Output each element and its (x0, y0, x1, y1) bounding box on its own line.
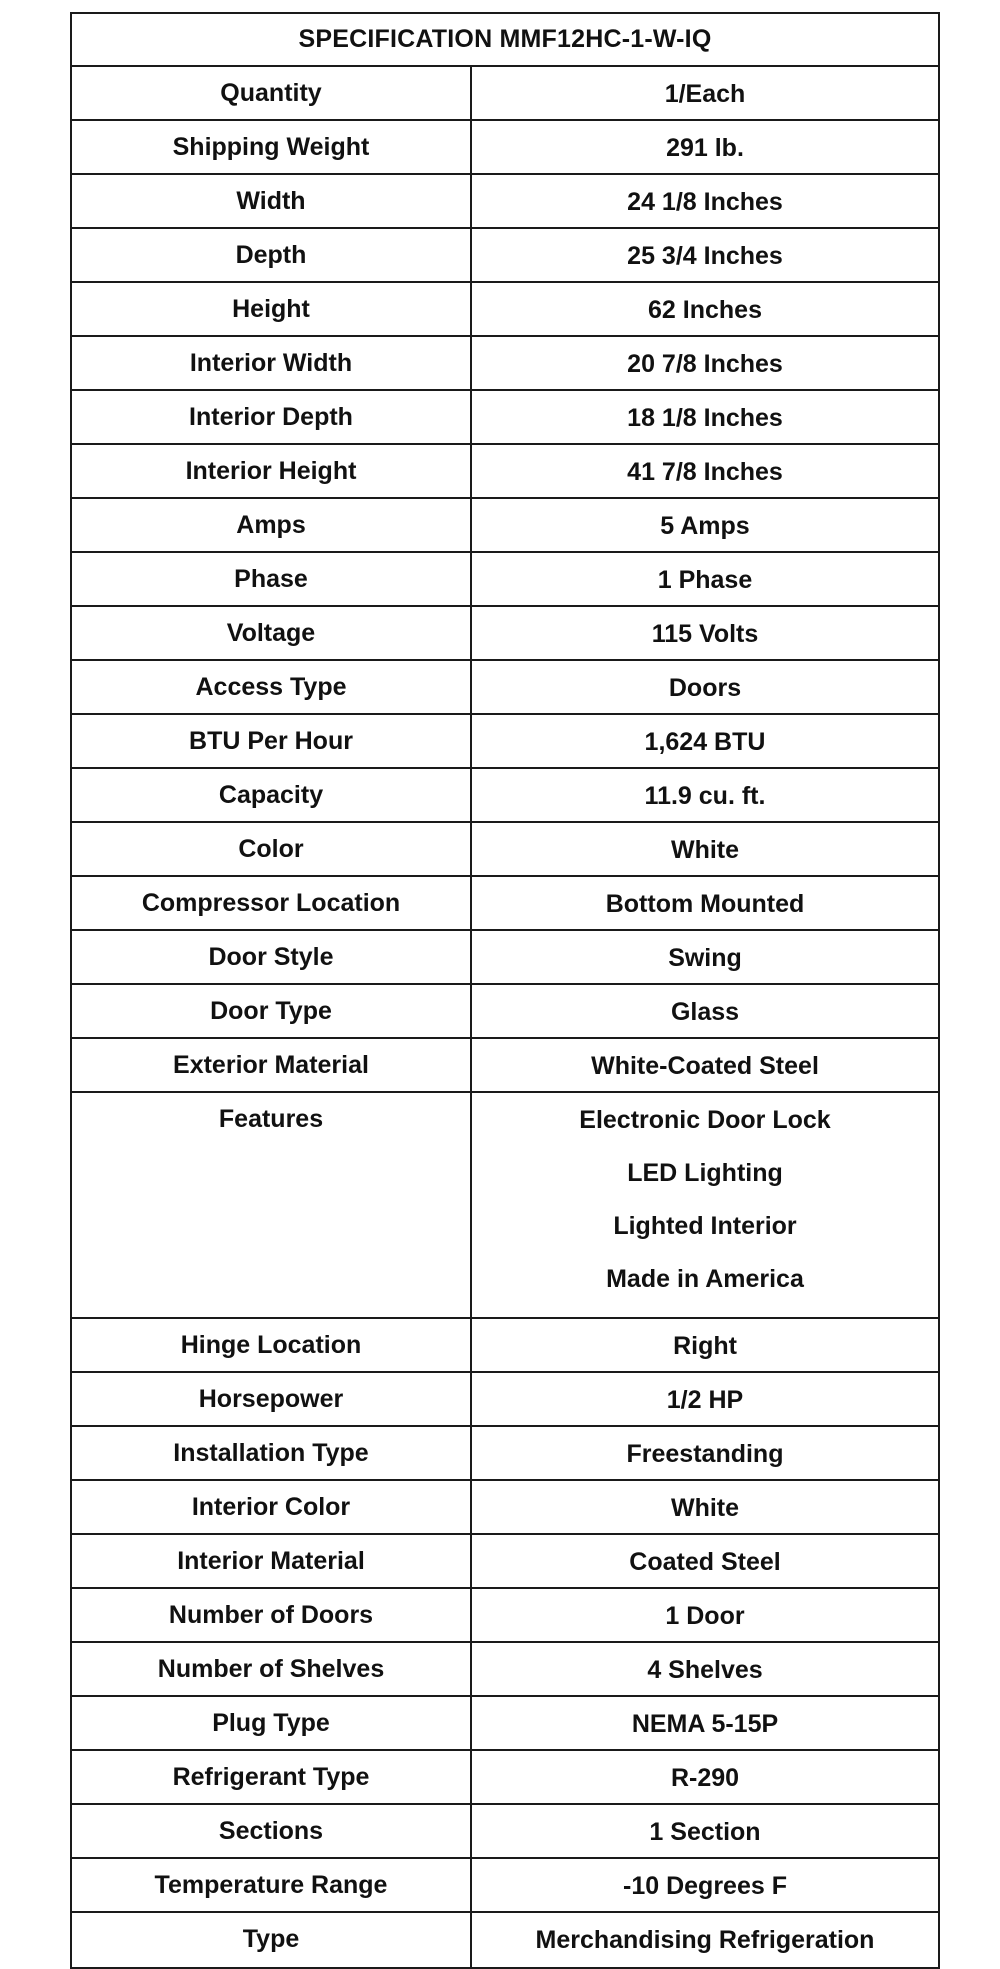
spec-value-line: 24 1/8 Inches (627, 188, 783, 216)
spec-label: Access Type (72, 661, 472, 713)
spec-value-line: 20 7/8 Inches (627, 350, 783, 378)
spec-value-line: Bottom Mounted (605, 890, 805, 918)
spec-value-line: 11.9 cu. ft. (644, 782, 766, 810)
table-row (72, 391, 938, 445)
spec-label: Interior Width (72, 337, 472, 389)
table-row (72, 283, 938, 337)
spec-value-line: White (670, 836, 740, 864)
spec-value (472, 607, 938, 659)
spec-value (472, 769, 938, 821)
spec-value (472, 1039, 938, 1091)
spec-value (472, 985, 938, 1037)
spec-value (472, 553, 938, 605)
spec-value (472, 445, 938, 497)
spec-value (472, 337, 938, 389)
table-row (72, 607, 938, 661)
spec-value-line: Merchandising Refrigeration (535, 1926, 875, 1954)
spec-label: Interior Height (72, 445, 472, 497)
spec-value (472, 1643, 938, 1695)
table-row (72, 985, 938, 1039)
spec-value (472, 1535, 938, 1587)
spec-label: Horsepower (72, 1373, 472, 1425)
spec-label: Refrigerant Type (72, 1751, 472, 1803)
spec-label: Type (72, 1913, 472, 1967)
spec-value (472, 661, 938, 713)
spec-value (472, 1373, 938, 1425)
table-title: SPECIFICATION MMF12HC-1-W-IQ (72, 14, 938, 67)
table-row (72, 715, 938, 769)
table-row (72, 769, 938, 823)
table-row (72, 1319, 938, 1373)
spec-value-line: 1 Phase (657, 566, 753, 594)
spec-value (472, 121, 938, 173)
spec-value-line: White (670, 1494, 740, 1522)
spec-value-line: NEMA 5-15P (631, 1710, 779, 1738)
spec-value-line: Right (673, 1332, 737, 1360)
spec-value-line: Coated Steel (629, 1548, 781, 1576)
spec-label: Door Style (72, 931, 472, 983)
spec-label: Features (72, 1093, 472, 1317)
spec-value-line: Swing (668, 944, 742, 972)
spec-value (472, 1859, 938, 1911)
spec-value (472, 1427, 938, 1479)
table-row (72, 1093, 938, 1319)
spec-label: BTU Per Hour (72, 715, 472, 767)
spec-label: Number of Doors (72, 1589, 472, 1641)
spec-label: Door Type (72, 985, 472, 1037)
spec-value-line: 1 Door (665, 1602, 745, 1630)
spec-value (472, 1481, 938, 1533)
spec-value (472, 391, 938, 443)
spec-value-line: Glass (670, 998, 740, 1026)
spec-value-line: 115 Volts (651, 620, 759, 648)
spec-value (472, 229, 938, 281)
spec-label: Plug Type (72, 1697, 472, 1749)
specification-table (70, 12, 940, 1969)
spec-value (472, 1319, 938, 1371)
table-row (72, 67, 938, 121)
spec-value-line: White-Coated Steel (591, 1052, 819, 1080)
table-row (72, 1805, 938, 1859)
table-row (72, 1751, 938, 1805)
spec-label: Exterior Material (72, 1039, 472, 1091)
table-row (72, 823, 938, 877)
table-row (72, 1427, 938, 1481)
table-row (72, 1589, 938, 1643)
spec-value-line: Electronic Door Lock (579, 1106, 831, 1134)
table-row (72, 1913, 938, 1967)
spec-value-line: 1/2 HP (666, 1386, 744, 1414)
spec-value (472, 1913, 938, 1967)
spec-value (472, 931, 938, 983)
spec-value (472, 1805, 938, 1857)
table-row (72, 175, 938, 229)
spec-value (472, 877, 938, 929)
table-row (72, 1859, 938, 1913)
spec-value (472, 1697, 938, 1749)
spec-value-line: Doors (668, 674, 742, 702)
table-row (72, 661, 938, 715)
spec-value-line: 62 Inches (648, 296, 762, 324)
table-row (72, 1373, 938, 1427)
table-row (72, 877, 938, 931)
table-row (72, 337, 938, 391)
spec-value (472, 1751, 938, 1803)
spec-value-line: Made in America (606, 1265, 804, 1293)
spec-value-line: Lighted Interior (613, 1212, 797, 1240)
spec-label: Depth (72, 229, 472, 281)
table-row (72, 499, 938, 553)
spec-value-line: R-290 (670, 1764, 740, 1792)
spec-value-line: 4 Shelves (647, 1656, 763, 1684)
spec-label: Shipping Weight (72, 121, 472, 173)
spec-value (472, 1093, 938, 1317)
spec-label: Sections (72, 1805, 472, 1857)
spec-label: Number of Shelves (72, 1643, 472, 1695)
spec-value (472, 283, 938, 335)
spec-label: Compressor Location (72, 877, 472, 929)
spec-value-line: 18 1/8 Inches (627, 404, 783, 432)
spec-value (472, 175, 938, 227)
spec-value (472, 67, 938, 119)
spec-value-line: 41 7/8 Inches (627, 458, 783, 486)
spec-label: Hinge Location (72, 1319, 472, 1371)
table-row (72, 1481, 938, 1535)
spec-label: Amps (72, 499, 472, 551)
spec-label: Capacity (72, 769, 472, 821)
table-row (72, 1643, 938, 1697)
spec-value-line: -10 Degrees F (623, 1872, 787, 1900)
spec-value (472, 499, 938, 551)
spec-rows (72, 67, 938, 1967)
spec-label: Interior Depth (72, 391, 472, 443)
spec-value-line: LED Lighting (627, 1159, 783, 1187)
spec-value-line: 1,624 BTU (644, 728, 766, 756)
spec-label: Temperature Range (72, 1859, 472, 1911)
table-row (72, 1039, 938, 1093)
spec-value-line: 1 Section (649, 1818, 761, 1846)
spec-label: Voltage (72, 607, 472, 659)
table-row (72, 229, 938, 283)
spec-value-line: 291 lb. (666, 134, 744, 162)
spec-value-line: Freestanding (626, 1440, 784, 1468)
spec-value (472, 1589, 938, 1641)
spec-value-line: 1/Each (664, 80, 746, 108)
spec-label: Phase (72, 553, 472, 605)
spec-label: Color (72, 823, 472, 875)
spec-label: Width (72, 175, 472, 227)
table-row (72, 1697, 938, 1751)
spec-label: Height (72, 283, 472, 335)
table-row (72, 553, 938, 607)
spec-value (472, 715, 938, 767)
table-row (72, 931, 938, 985)
spec-label: Interior Color (72, 1481, 472, 1533)
spec-label: Quantity (72, 67, 472, 119)
spec-label: Installation Type (72, 1427, 472, 1479)
table-row (72, 445, 938, 499)
spec-value-line: 5 Amps (660, 512, 750, 540)
spec-value (472, 823, 938, 875)
table-row (72, 121, 938, 175)
table-row (72, 1535, 938, 1589)
spec-label: Interior Material (72, 1535, 472, 1587)
spec-value-line: 25 3/4 Inches (627, 242, 783, 270)
